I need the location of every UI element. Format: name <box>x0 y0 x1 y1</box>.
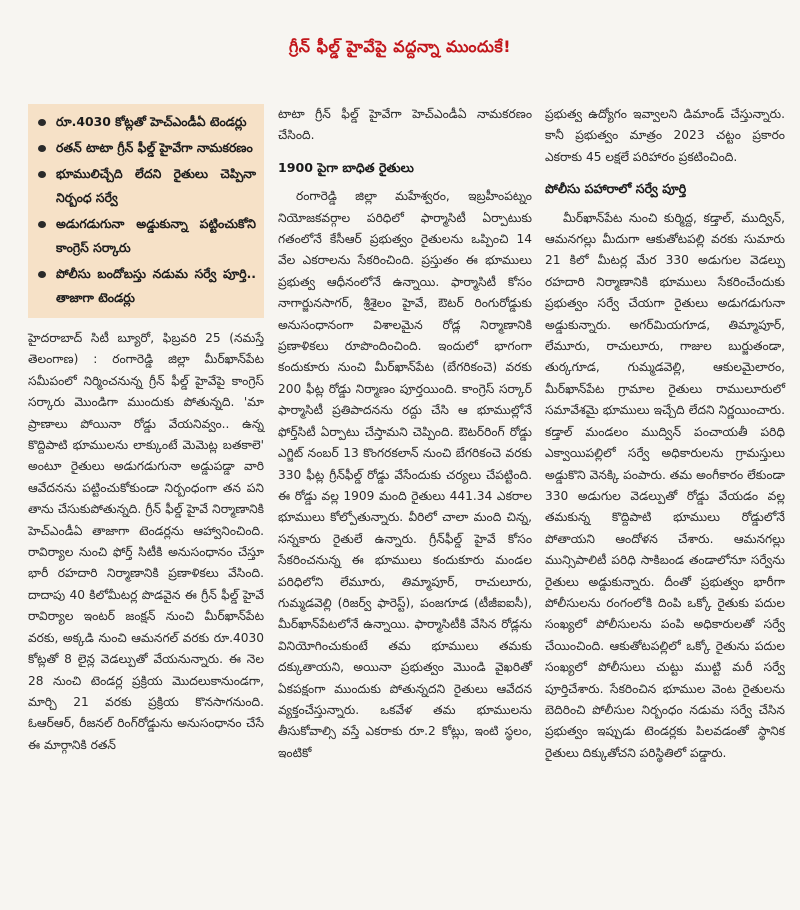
bullet-icon <box>38 271 46 278</box>
highlight-text: రతన్ టాటా గ్రీన్ ఫీల్డ్ హైవేగా నామకరణం <box>56 140 253 155</box>
highlight-text: భూములిచ్చేది లేదని రైతులు చెప్పినా నిర్బంధ సర్వే <box>56 166 256 205</box>
column-2 <box>278 104 532 764</box>
highlight-text: అడుగడుగునా అడ్డుకున్నా పట్టించుకోని కాంగ్రెస్ సర్కారు <box>56 216 256 255</box>
highlight-item <box>38 262 256 310</box>
bullet-icon <box>38 145 46 152</box>
highlight-item <box>38 136 256 160</box>
article-paragraph: మీర్‌ఖాన్‌పేట నుంచి కుర్మిద్ద, కడ్తాల్, ముద్విన్, ఆమనగల్లు మీదుగా ఆకుతోటపల్లి వరకు సుమారు 21 కిలో మీటర్ల మేర 330 అడుగుల వెడల్పు రహదారి నిర్మాణానికి భూములు సేకరించేందుకు ప్రభుత్వం సర్వే చేయగా రైతులు అడుగడుగునా అడ్డుకున్నారు. అగర్‌మియగూడ, తిమ్మాపూర్, లేమూరు, రాచులూరు, గాజుల బుర్జుతండా, తుర్కగూడ, గుమ్మడవెల్లి, ఆకులమైలారం, మీర్‌ఖాన్‌పేట గ్రామాల రైతులు రాములూరులో సమావేశమై భూములు ఇచ్చేది లేదని నిర్ణయించారు. కడ్తాల్ మండలం ముద్విన్ పంచాయతీ పరిధి ఎక్వాయిపల్లిలో సర్వే అధికారులను గ్రామస్తులు అడ్డుకొని వెనక్కి పంపారు. తమ అంగీకారం లేకుండా 330 అడుగుల వెడల్పుతో రోడ్డు వేయడం వల్ల తమకున్న కొద్దిపాటి భూములు రోడ్డులోనే పోతాయని ఆందోళన చేశారు. ఆమనగల్లు మున్సిపాలిటీ పరిధి సాకిబండ తండాలోనూ సర్వేను రైతులు అడ్డుకున్నారు. దీంతో ప్రభుత్వం భారీగా పోలీసులను రంగంలోకి దింపి ఒక్కో రైతుకు పదుల సంఖ్యలో పోలీసులను పంపి అధికారులతో సర్వే చేయించింది. ఆకుతోటపల్లిలో ఒక్కో రైతును పదుల సంఖ్యలో పోలీసులు చుట్టు ముట్టి మరీ సర్వే పూర్తిచేశారు. సేకరించిన భూముల వెంట రైతులను బెదిరించి పోలీసుల నిర్బంధం నడుమ సర్వే చేసిన ప్రభుత్వం ఇప్పుడు టెండర్లకు పిలవడంతో స్థానిక రైతులు దిక్కుతోచని పరిస్థితిలో పడ్డారు. <box>545 210 785 760</box>
section-subhead: 1900 పైగా బాధిత రైతులు <box>278 159 414 175</box>
highlight-text: రూ.4030 కోట్లతో హెచ్ఎండీఏ టెండర్లు <box>56 114 247 129</box>
article-paragraph: టాటా గ్రీన్ ఫీల్డ్ హైవేగా హెచ్ఎండీఏ నామకరణం చేసింది. <box>278 107 532 143</box>
highlight-item <box>38 162 256 210</box>
highlight-item <box>38 110 256 134</box>
highlights-box <box>28 104 264 318</box>
highlight-item <box>38 212 256 260</box>
section-subhead: పోలీసు పహారాలో సర్వే పూర్తి <box>545 181 687 197</box>
article-paragraph: ప్రభుత్వ ఉద్యోగం ఇవ్వాలని డిమాండ్ చేస్తున్నారు. కానీ ప్రభుత్వం మాత్రం 2023 చట్టం ప్రకారం ఎకరాకు 45 లక్షలే పరిహారం ప్రకటించింది. <box>545 107 785 164</box>
highlight-text: పోలీసు బందోబస్తు నడుమ సర్వే పూర్తి.. తాజాగా టెండర్లు <box>56 266 256 305</box>
column-3 <box>545 104 785 764</box>
column-1 <box>28 104 264 756</box>
bullet-icon <box>38 119 46 126</box>
headline: గ్రీన్ ఫీల్డ్ హైవేపై వద్దన్నా ముందుకే! <box>288 36 512 56</box>
bullet-icon <box>38 171 46 178</box>
article-paragraph: హైదరాబాద్ సిటీ బ్యూరో, ఫిబ్రవరి 25 (నమస్తే తెలంగాణ) : రంగారెడ్డి జిల్లా మీర్‌ఖాన్‌పేట సమీపంలో నిర్మించనున్న గ్రీన్ ఫీల్డ్ హైవేపై కాంగ్రెస్ సర్కారు మొండిగా ముందుకు పోతున్నది. 'మా ప్రాణాలు పోయినా రోడ్డు వేయనివ్వం.. ఉన్న కొద్దిపాటి భూములను లాక్కుంటే మెమెట్ల బతకాలె' అంటూ రైతులు అడుగడుగునా అడ్డుపడ్డా వారి ఆవేదనను పట్టించుకోకుండా నిర్బంధంగా తన పని తాను చేసుకుపోతున్నది. గ్రీన్ ఫీల్డ్ హైవే నిర్మాణానికి హెచ్ఎండీఏ తాజాగా టెండర్లను ఆహ్వానించింది. రావిర్యాల నుంచి ఫోర్త్ సిటీకి అనుసంధానం చేస్తూ భారీ రహదారి నిర్మాణానికి ప్రణాళికలు వేసింది. దాదాపు 40 కిలోమీటర్ల పొడవైన ఈ గ్రీన్ ఫీల్డ్ హైవే రావిర్యాల ఇంటర్ జంక్షన్ నుంచి మీర్‌ఖాన్‌పేట వరకు, అక్కడి నుంచి ఆమనగల్ వరకు రూ.4030 కోట్లతో 8 లైన్ల వెడల్పుతో వేయనున్నారు. ఈ నెల 28 నుంచి టెండర్ల ప్రక్రియ మొదలుకానుండగా, మార్చి 21 వరకు ప్రక్రియ కొనసాగనుంది. ఓఆర్ఆర్, రీజనల్ రింగ్‌రోడ్డును అనుసంధానం చేసే ఈ మార్గానికి రతన్ <box>28 331 264 752</box>
article-paragraph: రంగారెడ్డి జిల్లా మహేశ్వరం, ఇబ్రహీంపట్నం నియోజకవర్గాల పరిధిలో ఫార్మాసిటీ ఏర్పాటుకు గతంలోనే కేసీఆర్ ప్రభుత్వం రైతులను ఒప్పించి 14 వేల ఎకరాలను సేకరించింది. ప్రస్తుతం ఈ భూములు ప్రభుత్వ ఆధీనంలోనే ఉన్నాయి. ఫార్మాసిటీ కోసం నాగార్జునసాగర్, శ్రీశైలం హైవే, ఔటర్ రింగురోడ్డుకు అనుసంధానంగా విశాలమైన రోడ్ల నిర్మాణానికి ప్రణాళికలు రూపొందించింది. ఇందులో భాగంగా కందుకూరు నుంచి మీర్‌ఖాన్‌పేట (బేగరికంచె) వరకు 200 ఫీట్ల రోడ్డు నిర్మాణం పూర్తయింది. కాంగ్రెస్ సర్కార్ ఫార్మాసిటీ ప్రతిపాదనను రద్దు చేసి ఆ భూముల్లోనే ఫోర్త్‌సిటీ ఏర్పాటు చేస్తామని చెప్పింది. ఔటర్‌రింగ్ రోడ్డు ఎగ్జిట్ నంబర్ 13 కొంగరకలాన్ నుంచి బేగరికంచె వరకు 330 ఫీట్ల గ్రీన్‌ఫీల్డ్ రోడ్డు వేసేందుకు చర్యలు చేపట్టింది. ఈ రోడ్డు వల్ల 1909 మంది రైతులు 441.34 ఎకరాల భూములు కోల్పోతున్నారు. వీరిలో చాలా మంది చిన్న, సన్నకారు రైతులే ఉన్నారు. గ్రీన్‌ఫీల్డ్ హైవే కోసం సేకరించనున్న ఈ భూములు కందుకూరు మండల పరిధిలోని లేమూరు, తిమ్మాపూర్, రాచులూరు, గుమ్మడవెల్లి (రిజర్వ్ ఫారెస్ట్), పంజగూడ (టీజీఐఐసీ), మీర్‌ఖాన్‌పేటలోనే ఉన్నాయి. ఫార్మాసిటీకి వేసిన రోడ్లను వినియోగించుకుంటే తమ భూములు తమకు దక్కుతాయని, అయినా ప్రభుత్వం మొండి వైఖరితో ఏకపక్షంగా ముందుకు పోతున్నదని రైతులు ఆవేదన వ్యక్తంచేస్తున్నారు. ఒకవేళ తమ భూములను తీసుకోవాల్సి వస్తే ఎకరాకు రూ.2 కోట్లు, ఇంటి స్థలం, ఇంటికో <box>278 189 532 760</box>
bullet-icon <box>38 221 46 228</box>
